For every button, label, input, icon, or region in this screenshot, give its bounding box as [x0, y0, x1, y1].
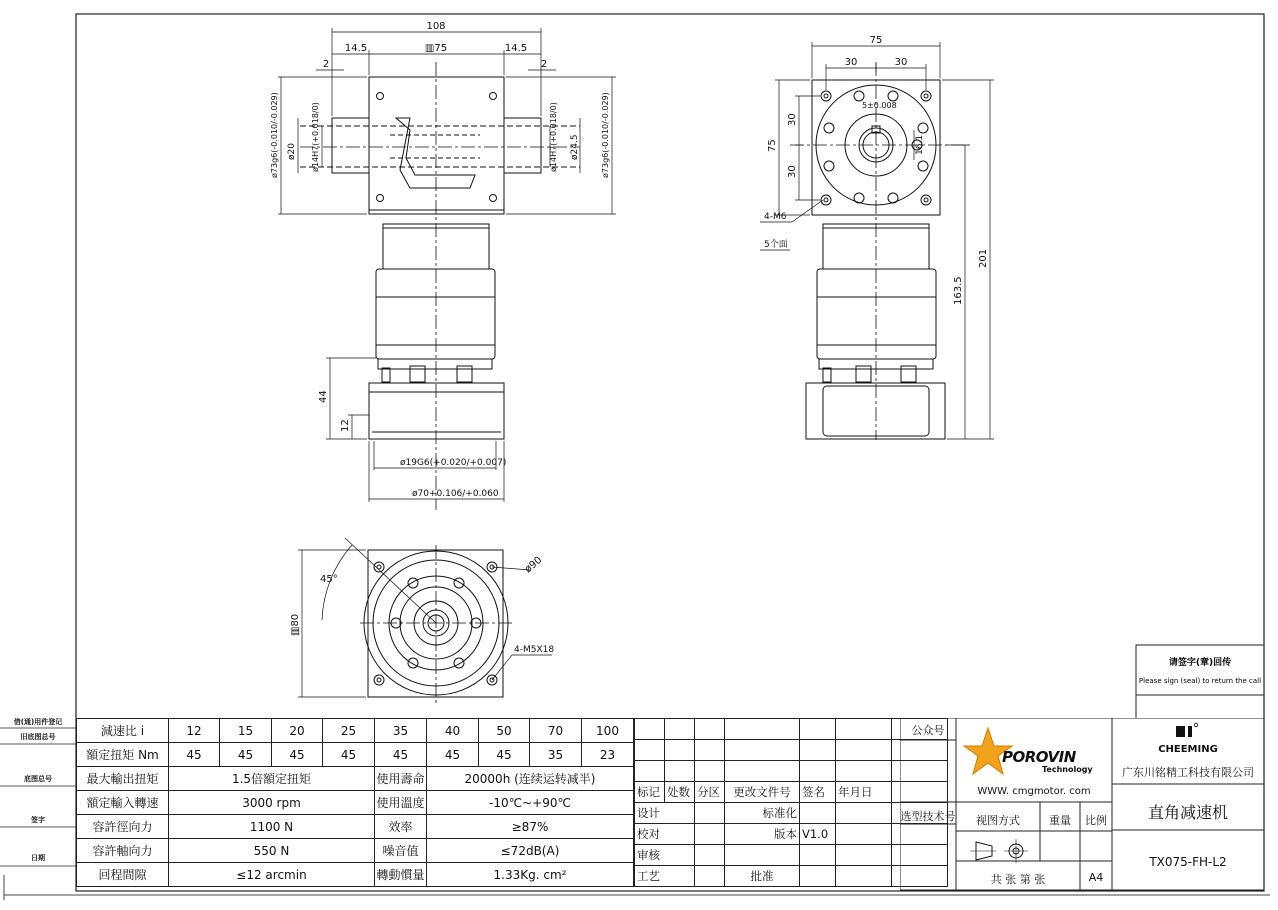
- ratio-15: 15: [220, 719, 272, 743]
- spec-value: ≤72dB(A): [427, 839, 634, 863]
- torque-value: 45: [220, 743, 272, 767]
- ratio-50: 50: [479, 719, 530, 743]
- dim-16-1: 16.1: [915, 134, 925, 155]
- dim-14-5-left: 14.5: [344, 43, 368, 54]
- ratio-label: 減速比 i: [77, 719, 169, 743]
- ratio-100: 100: [582, 719, 634, 743]
- torque-value: 45: [169, 743, 220, 767]
- spec-value: 1.5倍額定扭矩: [169, 767, 375, 791]
- spec-value: ≤12 arcmin: [169, 863, 375, 887]
- spec-label: 效率: [375, 815, 427, 839]
- rev-process: 工艺: [635, 866, 695, 887]
- spec-row: [77, 863, 634, 887]
- spec-label: 使用溫度: [375, 791, 427, 815]
- torque-value: 45: [427, 743, 479, 767]
- dim-14-5-right: 14.5: [504, 43, 528, 54]
- spec-row: [77, 791, 634, 815]
- rev-version-label: 版本: [725, 824, 800, 845]
- dim-73g6-left: ø73g6(-0.010/-0.029): [270, 92, 279, 178]
- side-label-1: 借(通)用件登记: [13, 718, 63, 726]
- side-view-dims: [764, 35, 989, 305]
- torque-value: 23: [582, 743, 634, 767]
- spec-label: 噪音值: [375, 839, 427, 863]
- front-view: [278, 28, 616, 510]
- rev-approve: 批准: [725, 866, 800, 887]
- side-label-5: 日期: [31, 854, 45, 862]
- torque-value: 45: [479, 743, 530, 767]
- brand-name: POROVIN: [1002, 748, 1076, 766]
- spec-row: [77, 839, 634, 863]
- spec-row: [77, 815, 634, 839]
- dim-r30-left: 30: [844, 57, 858, 68]
- dim-73g6-right: ø73g6(-0.010/-0.029): [601, 92, 610, 178]
- dim-12: 12: [340, 419, 351, 432]
- torque-value: 45: [272, 743, 323, 767]
- dim-d90: ø90: [522, 554, 545, 576]
- ratio-12: 12: [169, 719, 220, 743]
- dim-163-5: 163.5: [953, 276, 964, 305]
- dim-key-5: 5±0.008: [862, 101, 897, 110]
- side-label-2: 旧底图总号: [20, 733, 56, 741]
- dim-19g6: ø19G6(+0.020/+0.007): [400, 458, 507, 468]
- ratio-20: 20: [272, 719, 323, 743]
- dim-r75: 75: [869, 35, 883, 46]
- dim-44: 44: [318, 390, 329, 403]
- spec-label: 使用壽命: [375, 767, 427, 791]
- side-label-4: 签字: [31, 816, 45, 824]
- rev-design: 设计: [635, 803, 695, 824]
- ratio-40: 40: [427, 719, 479, 743]
- rev-audit: 审核: [635, 845, 695, 866]
- side-label-3: 底图总号: [24, 775, 52, 783]
- rev-col-zone: 分区: [695, 782, 725, 803]
- dim-sq80: ▥80: [290, 613, 301, 636]
- cheeming-logo-icon: [1176, 723, 1198, 737]
- dim-24-5: ø24.5: [570, 134, 580, 160]
- spec-value: 550 N: [169, 839, 375, 863]
- spec-value: -10℃~+90℃: [427, 791, 634, 815]
- ratio-row: [77, 719, 634, 743]
- paper-size: A4: [1088, 871, 1104, 884]
- view-method-label: 视图方式: [976, 814, 1020, 827]
- dim-4-m6: 4-M6: [764, 212, 787, 222]
- rev-standard: 标准化: [725, 803, 800, 824]
- sheets-label: 共 张 第 张: [990, 873, 1046, 886]
- spec-value: 1100 N: [169, 815, 375, 839]
- dim-sq75: ▥75: [424, 43, 448, 54]
- weight-label: 重量: [1049, 814, 1071, 827]
- dim-45deg: 45°: [320, 574, 338, 585]
- torque-value: 35: [530, 743, 582, 767]
- spec-value: 3000 rpm: [169, 791, 375, 815]
- side-label-lines: [0, 714, 76, 894]
- company-name: 广东川铭精工科技有限公司: [1122, 766, 1254, 779]
- scale-label: 比例: [1085, 814, 1107, 827]
- spec-value: 20000h (连续运转减半): [427, 767, 634, 791]
- flange-view: [298, 538, 555, 705]
- dim-108: 108: [426, 21, 446, 32]
- return-note-subtitle: Please sign (seal) to return the call: [1138, 677, 1262, 685]
- spec-label: 回程間隙: [77, 863, 169, 887]
- torque-row: [77, 743, 634, 767]
- rev-col-mark: 标记: [635, 782, 665, 803]
- spec-label: 容許軸向力: [77, 839, 169, 863]
- spec-row: [77, 767, 634, 791]
- dim-5-faces: 5个面: [764, 240, 788, 250]
- dim-14h7-left: ø14H7(+0.018/0): [311, 102, 320, 172]
- spec-label: 最大輸出扭矩: [77, 767, 169, 791]
- front-view-dims: [270, 21, 610, 499]
- dim-2-left: 2: [322, 59, 330, 70]
- rev-col-count: 处数: [665, 782, 695, 803]
- logo-text: CHEEMING: [1158, 744, 1218, 755]
- model-number: TX075-FH-L2: [1149, 855, 1227, 869]
- dim-14h7-right: ø14H7(+0.018/0): [549, 102, 558, 172]
- rev-col-doc: 更改文件号: [725, 782, 800, 803]
- brand-sub: Technology: [1042, 765, 1093, 774]
- rev-col-date: 年月日: [836, 782, 892, 803]
- rev-col-sign: 签名: [800, 782, 836, 803]
- spec-label: 容許徑向力: [77, 815, 169, 839]
- dim-r30-right: 30: [894, 57, 908, 68]
- dim-201: 201: [978, 248, 989, 268]
- torque-value: 45: [323, 743, 375, 767]
- torque-label: 額定扭矩 Nm: [77, 743, 169, 767]
- spec-value: 1.33Kg. cm²: [427, 863, 634, 887]
- title-block: [900, 718, 1264, 891]
- dim-20: ø20: [287, 143, 297, 160]
- return-note-title: 请签字(章)回传: [1168, 658, 1232, 668]
- dim-70: ø70+0.106/+0.060: [412, 489, 499, 499]
- ratio-25: 25: [323, 719, 375, 743]
- public-no-label: 公众号: [911, 724, 945, 737]
- rev-check: 校对: [635, 824, 695, 845]
- dim-2-right: 2: [540, 59, 548, 70]
- dim-4-m5x18: 4-M5X18: [514, 645, 555, 655]
- rev-version: V1.0: [800, 824, 836, 845]
- spec-label: 額定輸入轉速: [77, 791, 169, 815]
- dim-rv30-top: 30: [787, 113, 798, 126]
- projection-symbol-icon: [970, 839, 1028, 863]
- product-name: 直角减速机: [1147, 803, 1228, 822]
- ratio-35: 35: [375, 719, 427, 743]
- spec-table: [76, 718, 634, 887]
- dim-rv75: 75: [767, 139, 778, 152]
- torque-value: 45: [375, 743, 427, 767]
- ratio-70: 70: [530, 719, 582, 743]
- select-tech-label: 选型技术号: [900, 810, 956, 823]
- spec-label: 轉動慣量: [375, 863, 427, 887]
- website: WWW. cmgmotor. com: [977, 786, 1091, 797]
- dim-rv30-bottom: 30: [787, 165, 798, 178]
- spec-value: ≥87%: [427, 815, 634, 839]
